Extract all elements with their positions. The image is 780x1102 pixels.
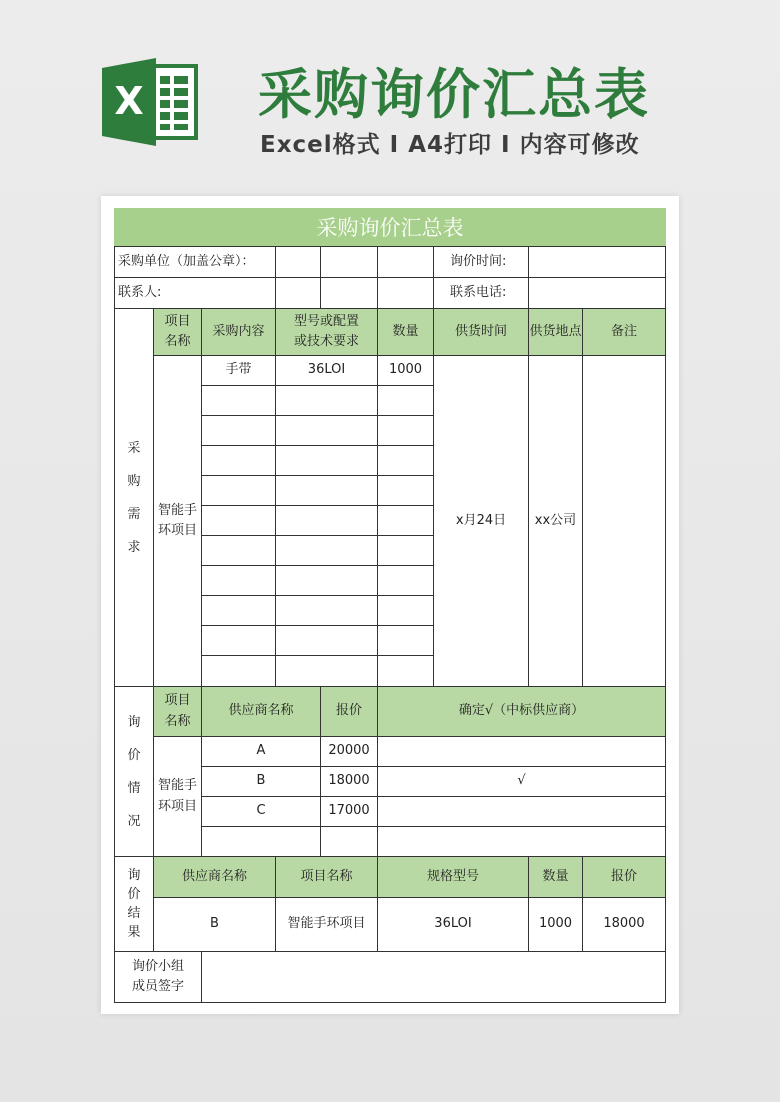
req-content-cell[interactable] [201, 505, 276, 536]
req-content-cell[interactable] [201, 415, 276, 446]
result-header-spec: 规格型号 [377, 856, 529, 898]
req-content-cell[interactable] [201, 655, 276, 687]
req-content-cell[interactable] [201, 625, 276, 656]
quote-confirm-cell[interactable]: √ [377, 766, 666, 797]
req-delivery-time[interactable]: x月24日 [433, 355, 529, 687]
req-header-delivery-place: 供货地点 [528, 308, 583, 356]
quote-header-item-name: 项目 名称 [153, 686, 202, 737]
req-content-cell[interactable] [201, 385, 276, 416]
req-model-cell[interactable] [275, 445, 378, 476]
req-content-cell[interactable] [201, 445, 276, 476]
quote-price-cell[interactable] [320, 826, 378, 857]
req-qty-cell[interactable] [377, 475, 434, 506]
req-content-cell[interactable] [201, 475, 276, 506]
result-header-project: 项目名称 [275, 856, 378, 898]
quote-project-name: 智能手 环项目 [153, 736, 202, 857]
quote-header-supplier: 供应商名称 [201, 686, 321, 737]
section-label-quote: 询 价 情 况 [114, 686, 154, 857]
req-header-qty: 数量 [377, 308, 434, 356]
req-content-cell[interactable] [201, 535, 276, 566]
result-supplier-cell[interactable]: B [153, 897, 276, 952]
req-header-item-name: 项目 名称 [153, 308, 202, 356]
req-qty-cell[interactable] [377, 625, 434, 656]
req-model-cell[interactable] [275, 415, 378, 446]
form-banner: 采购询价汇总表 [114, 208, 666, 246]
req-content-cell[interactable] [201, 595, 276, 626]
section-label-requirement: 采 购 需 求 [114, 308, 154, 687]
req-delivery-place[interactable]: xx公司 [528, 355, 583, 687]
req-qty-cell[interactable] [377, 565, 434, 596]
quote-price-cell[interactable]: 17000 [320, 796, 378, 827]
req-model-cell[interactable] [275, 385, 378, 416]
unit-value-cell[interactable] [275, 246, 321, 278]
result-project-cell[interactable]: 智能手环项目 [275, 897, 378, 952]
req-model-cell[interactable] [275, 595, 378, 626]
contact-value-cell[interactable] [275, 277, 321, 309]
req-model-cell[interactable]: 36LOI [275, 355, 378, 386]
req-model-cell[interactable] [275, 505, 378, 536]
time-value-cell[interactable] [528, 246, 666, 278]
section-label-result: 询 价 结 果 [114, 856, 154, 952]
quote-confirm-cell[interactable] [377, 796, 666, 827]
result-spec-cell[interactable]: 36LOI [377, 897, 529, 952]
req-model-cell[interactable] [275, 655, 378, 687]
unit-value-cell[interactable] [320, 246, 378, 278]
quote-price-cell[interactable]: 20000 [320, 736, 378, 767]
unit-value-cell[interactable] [377, 246, 434, 278]
contact-label: 联系人: [114, 277, 276, 309]
req-model-cell[interactable] [275, 475, 378, 506]
quote-header-confirm: 确定√（中标供应商） [377, 686, 666, 737]
sign-value-cell[interactable] [201, 951, 666, 1003]
req-qty-cell[interactable] [377, 505, 434, 536]
quote-header-price: 报价 [320, 686, 378, 737]
time-label: 询价时间: [433, 246, 529, 278]
req-qty-cell[interactable] [377, 415, 434, 446]
req-content-cell[interactable] [201, 565, 276, 596]
quote-supplier-cell[interactable]: B [201, 766, 321, 797]
quote-supplier-cell[interactable]: A [201, 736, 321, 767]
phone-value-cell[interactable] [528, 277, 666, 309]
req-project-name: 智能手 环项目 [153, 355, 202, 687]
result-qty-cell[interactable]: 1000 [528, 897, 583, 952]
quote-supplier-cell[interactable] [201, 826, 321, 857]
req-model-cell[interactable] [275, 535, 378, 566]
req-remark-cell[interactable] [582, 355, 666, 687]
req-header-model: 型号或配置 或技术要求 [275, 308, 378, 356]
req-header-delivery-time: 供货时间 [433, 308, 529, 356]
req-content-cell[interactable]: 手带 [201, 355, 276, 386]
unit-label: 采购单位（加盖公章）： [114, 246, 276, 278]
req-qty-cell[interactable] [377, 655, 434, 687]
req-qty-cell[interactable] [377, 595, 434, 626]
page-title: 采购询价汇总表 [258, 63, 650, 126]
quote-confirm-cell[interactable] [377, 736, 666, 767]
quote-confirm-cell[interactable] [377, 826, 666, 857]
result-price-cell[interactable]: 18000 [582, 897, 666, 952]
page-subtitle: Excel格式 I A4打印 I 内容可修改 [260, 132, 640, 158]
req-header-remark: 备注 [582, 308, 666, 356]
req-qty-cell[interactable] [377, 385, 434, 416]
contact-value-cell[interactable] [377, 277, 434, 309]
req-model-cell[interactable] [275, 625, 378, 656]
page-header [0, 0, 780, 190]
result-header-qty: 数量 [528, 856, 583, 898]
req-model-cell[interactable] [275, 565, 378, 596]
req-qty-cell[interactable] [377, 535, 434, 566]
sign-label: 询价小组 成员签字 [114, 951, 202, 1003]
quote-price-cell[interactable]: 18000 [320, 766, 378, 797]
result-header-price: 报价 [582, 856, 666, 898]
contact-value-cell[interactable] [320, 277, 378, 309]
req-header-content: 采购内容 [201, 308, 276, 356]
result-header-supplier: 供应商名称 [153, 856, 276, 898]
req-qty-cell[interactable]: 1000 [377, 355, 434, 386]
req-qty-cell[interactable] [377, 445, 434, 476]
quote-supplier-cell[interactable]: C [201, 796, 321, 827]
excel-logo-icon [100, 58, 200, 146]
phone-label: 联系电话: [433, 277, 529, 309]
logo-letter: X [114, 79, 144, 123]
